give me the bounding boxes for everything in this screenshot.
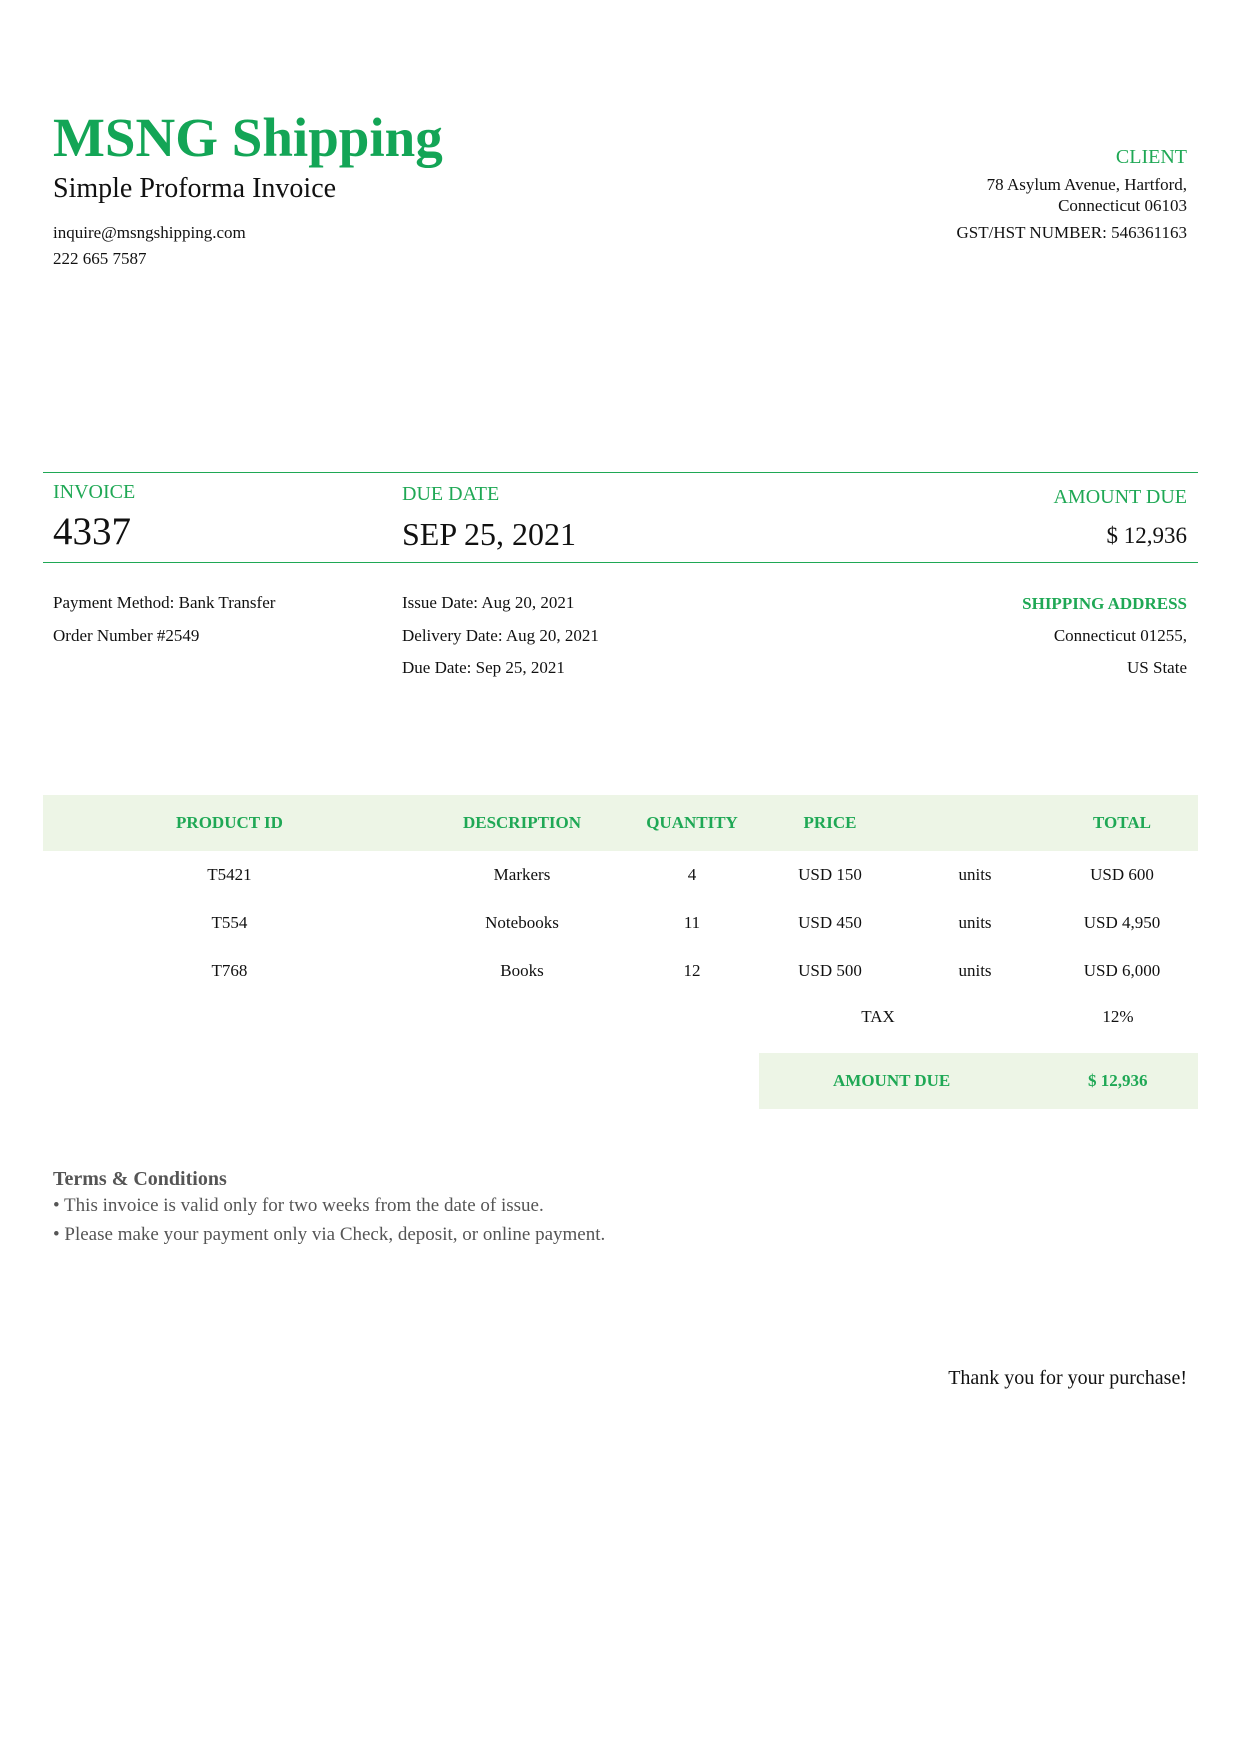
cell-price: USD 500: [798, 961, 862, 980]
terms-title: Terms & Conditions: [53, 1168, 227, 1190]
invoice-label: INVOICE: [53, 481, 136, 503]
thank-you-note: Thank you for your purchase!: [948, 1367, 1187, 1389]
summary-bottom-rule: [43, 562, 1198, 563]
table-row: [43, 947, 1198, 995]
company-name: MSNG Shipping: [53, 107, 443, 168]
cell-unit: units: [958, 913, 992, 932]
column-header-quantity: QUANTITY: [628, 795, 756, 851]
client-gst-number: GST/HST NUMBER: 546361163: [956, 223, 1187, 242]
cell-product-id: T768: [211, 961, 248, 980]
shipping-address-line2: US State: [1127, 658, 1187, 677]
items-table: [43, 795, 1198, 995]
client-address-line2: Connecticut 06103: [1058, 196, 1187, 215]
cell-price: USD 150: [798, 865, 862, 884]
cell-total: USD 4,950: [1083, 913, 1161, 932]
cell-description: Markers: [493, 865, 551, 884]
tax-label: TAX: [861, 1007, 895, 1026]
delivery-date: Delivery Date: Aug 20, 2021: [402, 626, 599, 645]
due-date: Due Date: Sep 25, 2021: [402, 658, 565, 677]
company-email[interactable]: inquire@msngshipping.com: [53, 223, 246, 242]
cell-quantity: 4: [687, 865, 697, 884]
document-subtitle: Simple Proforma Invoice: [53, 173, 337, 204]
column-header-unit: [904, 795, 1046, 851]
column-header-product-id: PRODUCT ID: [43, 795, 416, 851]
due-date-label: DUE DATE: [402, 483, 500, 505]
shipping-address-label: SHIPPING ADDRESS: [1022, 594, 1187, 613]
amount-due-label: AMOUNT DUE: [1053, 486, 1187, 508]
cell-description: Books: [500, 961, 544, 980]
column-header-total: TOTAL: [1046, 795, 1198, 851]
cell-unit: units: [958, 961, 992, 980]
due-date-value: SEP 25, 2021: [402, 516, 576, 552]
amount-due-total-box: [759, 1053, 1198, 1109]
client-label: CLIENT: [1115, 146, 1187, 168]
summary-top-rule: [43, 472, 1198, 473]
cell-total: USD 6,000: [1083, 961, 1161, 980]
cell-product-id: T5421: [207, 865, 252, 884]
table-header-row: [43, 795, 1198, 851]
shipping-address-line1: Connecticut 01255,: [1053, 626, 1187, 645]
terms-item: • Please make your payment only via Check, deposit, or online payment.: [53, 1224, 606, 1245]
tax-value: 12%: [1102, 1007, 1134, 1026]
table-row: [43, 899, 1198, 947]
company-phone: 222 665 7587: [53, 249, 147, 268]
cell-unit: units: [958, 865, 992, 884]
column-header-description: DESCRIPTION: [416, 795, 628, 851]
cell-total: USD 600: [1090, 865, 1154, 884]
cell-description: Notebooks: [485, 913, 559, 932]
order-number: Order Number #2549: [53, 626, 200, 645]
payment-method: Payment Method: Bank Transfer: [53, 593, 276, 612]
amount-due-total-label: AMOUNT DUE: [833, 1071, 951, 1090]
table-row: [43, 851, 1198, 899]
cell-product-id: T554: [211, 913, 248, 932]
terms-item: • This invoice is valid only for two weeks from the date of issue.: [53, 1195, 544, 1216]
column-header-price: PRICE: [756, 795, 904, 851]
invoice-number: 4337: [53, 510, 131, 553]
amount-due-total-value: $ 12,936: [1088, 1071, 1148, 1090]
cell-quantity: 11: [683, 913, 701, 932]
issue-date: Issue Date: Aug 20, 2021: [402, 593, 575, 612]
cell-price: USD 450: [798, 913, 862, 932]
client-address-line1: 78 Asylum Avenue, Hartford,: [986, 175, 1187, 194]
cell-quantity: 12: [683, 961, 701, 980]
amount-due-value: $ 12,936: [1106, 523, 1187, 548]
